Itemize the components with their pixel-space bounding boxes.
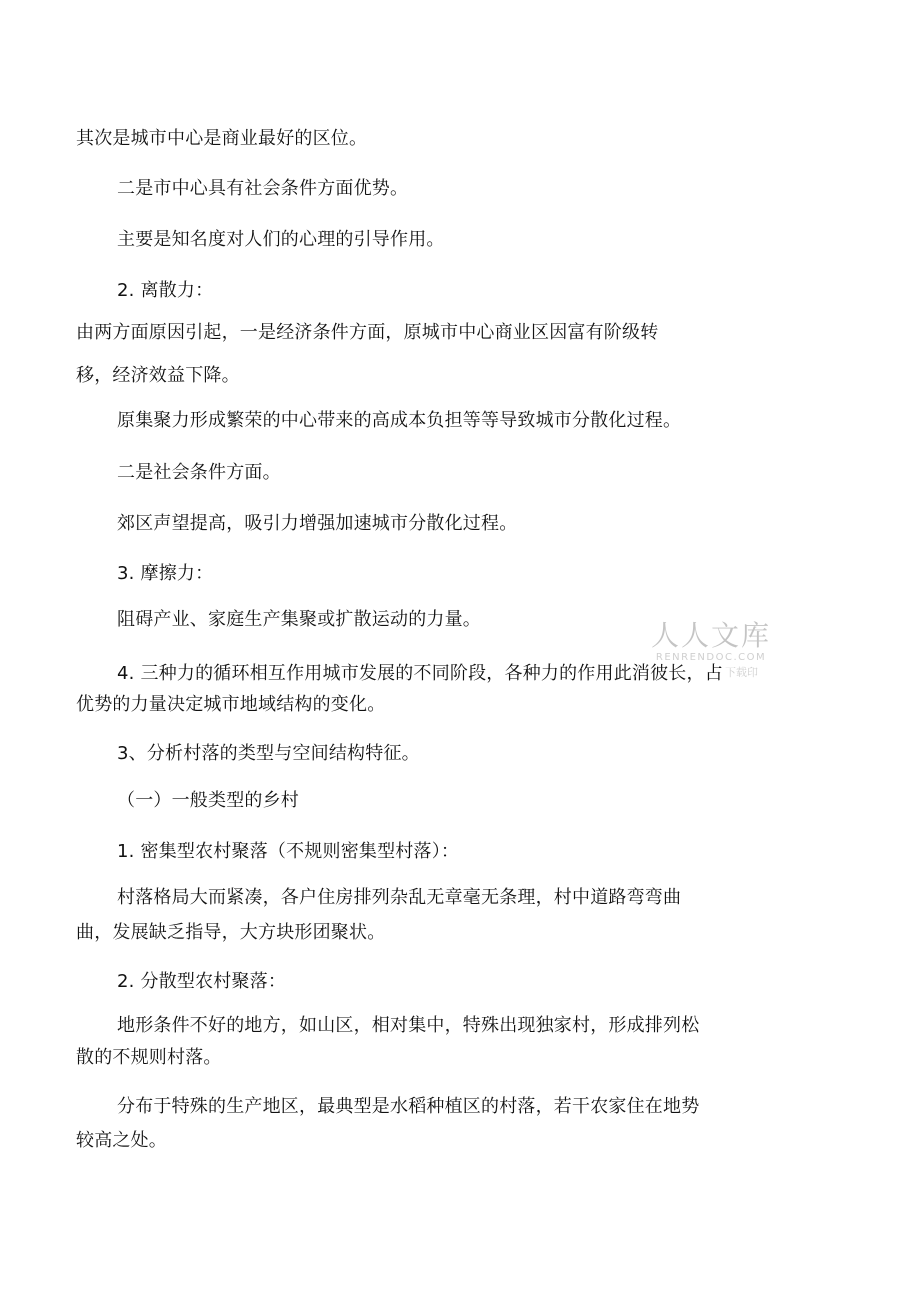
- paragraph-line: 主要是知名度对人们的心理的引导作用。: [117, 229, 445, 250]
- paragraph-line: 阻碍产业、家庭生产集聚或扩散运动的力量。: [117, 609, 481, 630]
- paragraph-line: 村落格局大而紧凑，各户住房排列杂乱无章毫无条理，村中道路弯弯曲: [117, 887, 682, 908]
- paragraph-line: 移，经济效益下降。: [76, 365, 240, 386]
- section-heading: 1. 密集型农村聚落（不规则密集型村落）：: [117, 841, 460, 862]
- watermark-title: 人人文库: [650, 619, 771, 652]
- section-heading: （一）一般类型的乡村: [117, 790, 299, 811]
- paragraph-line: 较高之处。: [76, 1130, 167, 1151]
- paragraph-line: 二是市中心具有社会条件方面优势。: [117, 178, 409, 199]
- paragraph-line: 二是社会条件方面。: [117, 462, 281, 483]
- paragraph-line: 散的不规则村落。: [76, 1047, 222, 1068]
- paragraph-line: 郊区声望提高，吸引力增强加速城市分散化过程。: [117, 513, 518, 534]
- paragraph-line: 地形条件不好的地方，如山区，相对集中，特殊出现独家村，形成排列松: [117, 1015, 700, 1036]
- section-heading: 2. 分散型农村聚落：: [117, 971, 287, 992]
- section-heading: 2. 离散力：: [117, 280, 214, 301]
- watermark-site: RENRENDOC.COM: [655, 652, 767, 663]
- paragraph-line: 分布于特殊的生产地区，最典型是水稻种植区的村落，若干农家住在地势: [117, 1096, 700, 1117]
- paragraph-line: 4. 三种力的循环相互作用城市发展的不同阶段，各种力的作用此消彼长，占: [117, 663, 723, 684]
- section-heading: 3. 摩擦力：: [117, 563, 214, 584]
- paragraph-line: 由两方面原因引起，一是经济条件方面，原城市中心商业区因富有阶级转: [76, 322, 659, 343]
- paragraph-line: 原集聚力形成繁荣的中心带来的高成本负担等等导致城市分散化过程。: [117, 410, 682, 431]
- section-heading: 3、分析村落的类型与空间结构特征。: [117, 743, 420, 764]
- watermark-tag: 下载印: [725, 666, 758, 679]
- paragraph-line: 其次是城市中心是商业最好的区位。: [76, 128, 368, 149]
- paragraph-line: 曲，发展缺乏指导，大方块形团聚状。: [76, 922, 386, 943]
- watermark-logo: [646, 620, 776, 664]
- paragraph-line: 优势的力量决定城市地域结构的变化。: [76, 694, 386, 715]
